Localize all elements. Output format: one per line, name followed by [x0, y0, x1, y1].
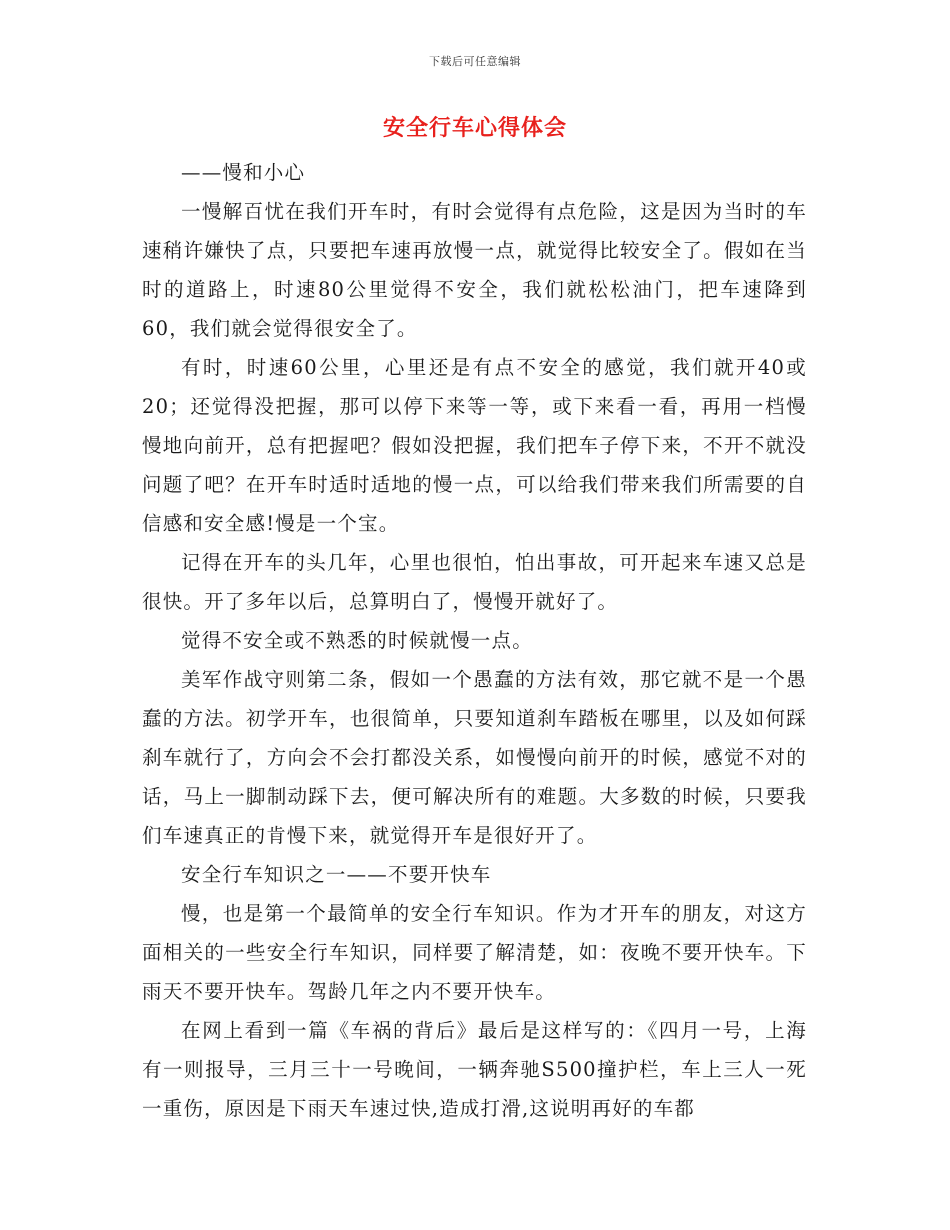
body-paragraph: 在网上看到一篇《车祸的背后》最后是这样写的：《四月一号，上海有一则报导，三月三十一号晚间，一辆奔驰S500撞护栏，车上三人一死一重伤，原因是下雨天车速过快,造成打滑,这说明再好的车都 — [142, 1019, 807, 1120]
header-note: 下载后可任意编辑 — [429, 55, 521, 68]
section-heading-paragraph: 安全行车知识之一——不要开快车 — [181, 863, 492, 886]
body-paragraph: 一慢解百忧在我们开车时，有时会觉得有点危险，这是因为当时的车速稍许嫌快了点，只要把车速再放慢一点，就觉得比较安全了。假如在当时的道路上，时速80公里觉得不安全，我们就松松油门，把车速降到60，我们就会觉得很安全了。 — [142, 200, 807, 340]
body-paragraph: 美军作战守则第二条，假如一个愚蠢的方法有效，那它就不是一个愚蠢的方法。初学开车，也很简单，只要知道刹车踏板在哪里，以及如何踩刹车就行了，方向会不会打都没关系，如慢慢向前开的时候，感觉不对的话，马上一脚制动踩下去，便可解决所有的难题。大多数的时候，只要我们车速真正的肯慢下来，就觉得开车是很好开了。 — [142, 668, 807, 847]
subtitle-paragraph: ——慢和小心 — [181, 161, 306, 184]
body-paragraph: 有时，时速60公里，心里还是有点不安全的感觉，我们就开40或20；还觉得没把握，那可以停下来等一等，或下来看一看，再用一档慢慢地向前开，总有把握吧？假如没把握，我们把车子停下来，不开不就没问题了吧？在开车时适时适地的慢一点，可以给我们带来我们所需要的自信感和安全感!慢是一个宝。 — [142, 356, 807, 535]
body-paragraph: 记得在开车的头几年，心里也很怕，怕出事故，可开起来车速又总是很快。开了多年以后，总算明白了，慢慢开就好了。 — [142, 551, 807, 613]
document-title: 安全行车心得体会 — [382, 116, 567, 141]
body-paragraph: 慢，也是第一个最简单的安全行车知识。作为才开车的朋友，对这方面相关的一些安全行车知识，同样要了解清楚，如：夜晚不要开快车。下雨天不要开快车。驾龄几年之内不要开快车。 — [142, 902, 807, 1003]
body-paragraph: 觉得不安全或不熟悉的时候就慢一点。 — [181, 629, 533, 652]
document-body — [142, 153, 807, 1128]
